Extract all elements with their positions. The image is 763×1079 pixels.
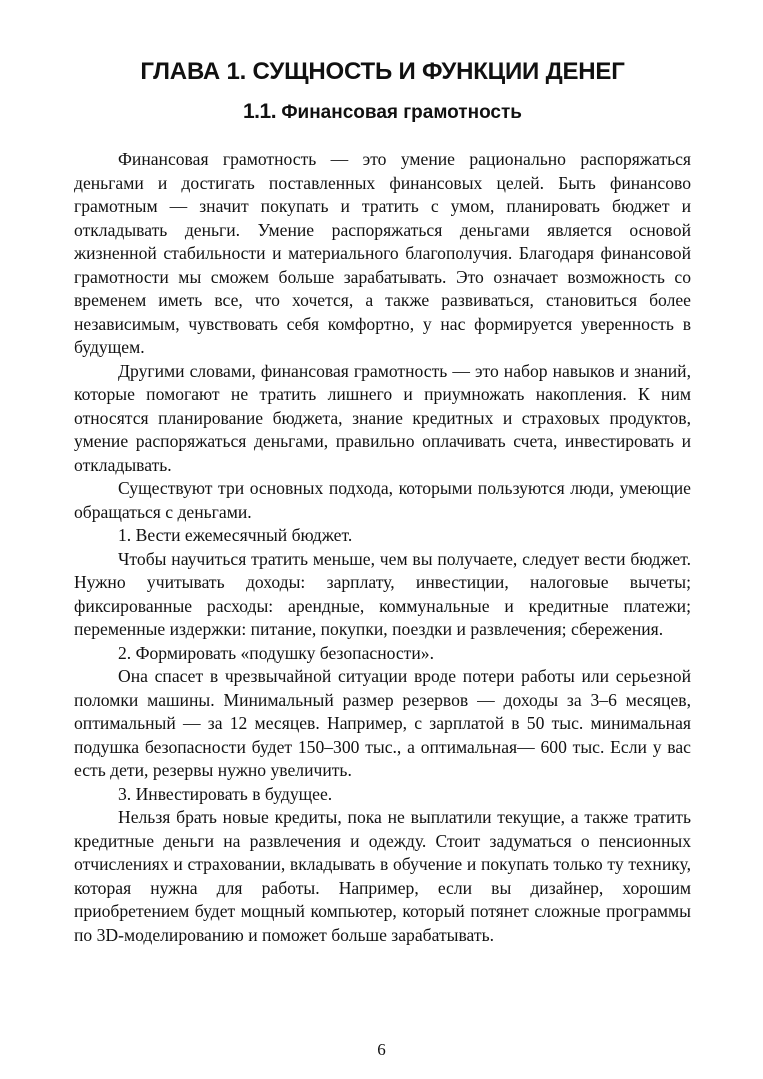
paragraph-skills: Другими словами, финансовая грамотность — это набор навыков и знаний, которые помогают не тратить лишнего и приумножать накопления. К ним относятся планирование бюджета, знание кредитных и страховых продуктов, умение распоряжаться деньгами, правильно оплачивать счета, инвестировать и откладывать. — [74, 360, 691, 475]
paragraph-safety-cushion: Она спасет в чрезвычайной ситуации вроде потери работы или серьезной поломки машины. Минимальный размер резервов — доходы за 3–6 месяцев, оптимальный — за 12 месяцев. Например, с зарплатой в 50 тыс. минимальная подушка безопасности будет 150–300 тыс., а оптимальная— 600 тыс. Если у вас есть дети, резервы нужно увеличить. — [74, 666, 691, 780]
paragraph-invest: Нельзя брать новые кредиты, пока не выплатили текущие, а также тратить кредитные деньги на развлечения и одежду. Стоит задуматься о пенсионных отчислениях и страховании, вкладывать в обучение и покупать только ту технику, которая нужна для работы. Например, если вы дизайнер, хорошим приобретением будет мощный компьютер, который потянет сложные программы по 3D-моделированию и поможет больше зарабатывать. — [74, 807, 691, 945]
body-text — [74, 148, 691, 947]
list-item-budget: 1. Вести ежемесячный бюджет. — [118, 525, 353, 545]
paragraph-budget: Чтобы научиться тратить меньше, чем вы получаете, следует вести бюджет. Нужно учитывать доходы: зарплату, инвестиции, налоговые вычеты; фиксированные расходы: арендные, коммунальные и кредитные платежи; переменные издержки: питание, покупки, поездки и развлечения; сбережения. — [74, 548, 691, 639]
document-page — [74, 56, 691, 947]
list-item-safety-cushion: 2. Формировать «подушку безопасности». — [118, 642, 434, 663]
section-title-text: Финансовая грамотность — [281, 102, 522, 123]
page-number: 6 — [377, 1040, 386, 1059]
section-title — [74, 98, 691, 127]
chapter-title: ГЛАВА 1. СУЩНОСТЬ И ФУНКЦИИ ДЕНЕГ — [140, 58, 625, 85]
section-number: 1.1. — [243, 100, 277, 123]
paragraph-approaches-intro: Существуют три основных подхода, которыми пользуются люди, умеющие обращаться с деньгами. — [74, 478, 691, 522]
paragraph-definition: Финансовая грамотность — это умение рационально распоряжаться деньгами и достигать поставленных финансовых целей. Быть финансово грамотным — значит покупать и тратить с умом, планировать бюджет и откладывать деньги. Умение распоряжаться деньгами является основой жизненной стабильности и материального благополучия. Благодаря финансовой грамотности мы сможем больше зарабатывать. Это означает возможность со временем иметь все, что хочется, а также развиваться, становиться более независимым, чувствовать себя комфортно, у нас формируется уверенность в будущем. — [74, 149, 691, 357]
list-item-invest: 3. Инвестировать в будущее. — [118, 783, 333, 804]
